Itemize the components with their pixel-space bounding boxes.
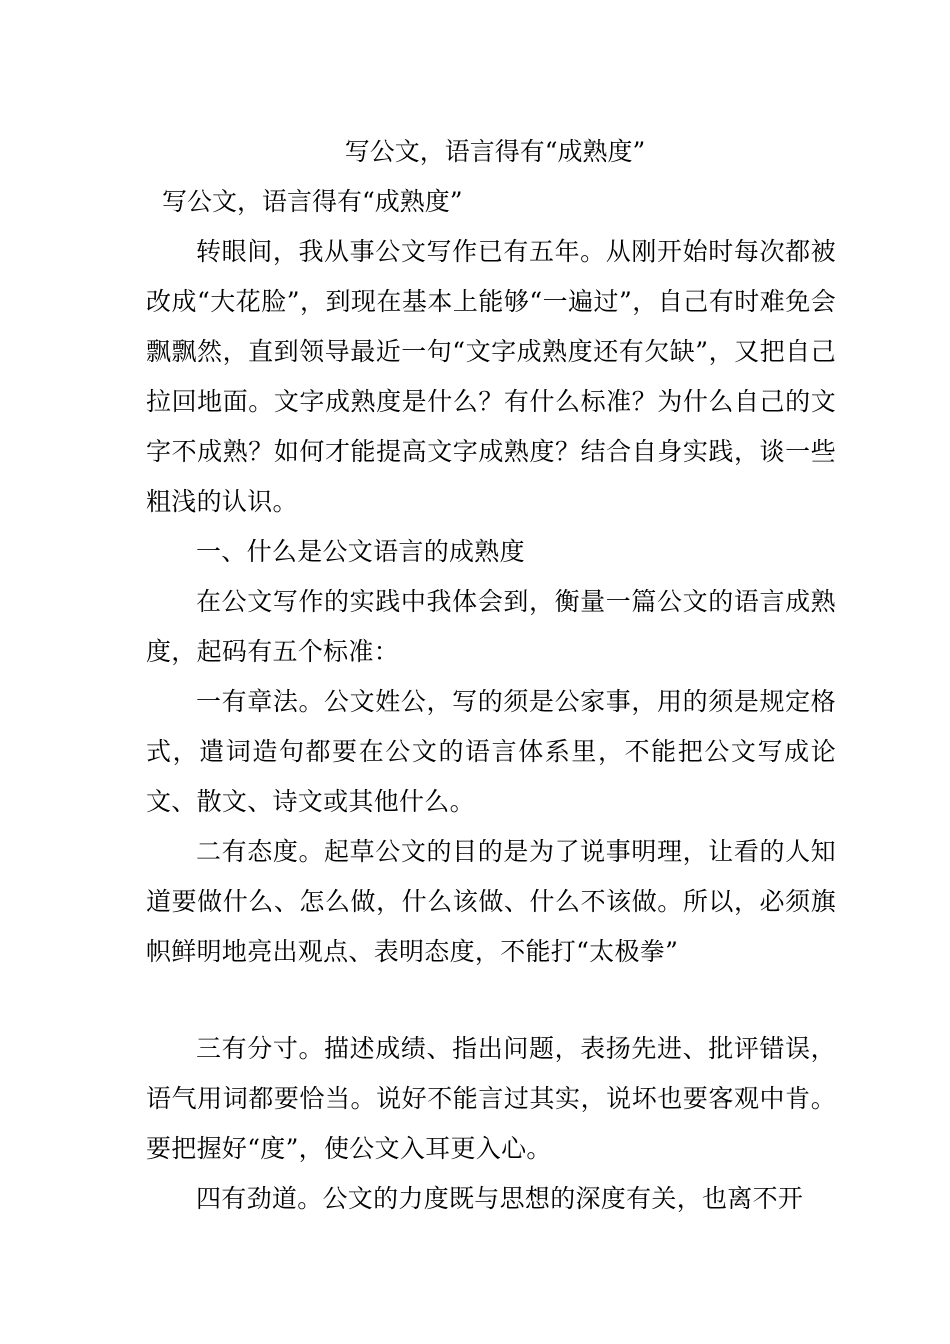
section-heading-1: 一、什么是公文语言的成熟度 xyxy=(196,537,525,566)
paragraph-standards-intro: 在公文写作的实践中我体会到，衡量一篇公文的语言成熟度，起码有五个标准： xyxy=(146,587,836,666)
body-section-2 xyxy=(146,1024,836,1224)
document-title: 写公文，语言得有“成熟度” xyxy=(344,137,646,166)
paragraph-standard-2: 二有态度。起草公文的目的是为了说事明理，让看的人知道要做什么、怎么做，什么该做、什么不该做。所以，必须旗帜鲜明地亮出观点、表明态度，不能打“太极拳” xyxy=(146,837,836,966)
paragraph-standard-1: 一有章法。公文姓公，写的须是公家事，用的须是规定格式，遣词造句都要在公文的语言体系里，不能把公文写成论文、散文、诗文或其他什么。 xyxy=(146,687,836,816)
paragraph-intro: 转眼间，我从事公文写作已有五年。从刚开始时每次都被改成“大花脸”，到现在基本上能够“一遍过”，自己有时难免会飘飘然，直到领导最近一句“文字成熟度还有欠缺”，又把自己拉回地面。文字成熟度是什么？有什么标准？为什么自己的文字不成熟？如何才能提高文字成熟度？结合自身实践，谈一些粗浅的认识。 xyxy=(146,237,836,516)
paragraph-standard-4: 四有劲道。公文的力度既与思想的深度有关，也离不开 xyxy=(196,1184,804,1213)
body-section-1 xyxy=(146,227,836,977)
paragraph-standard-3: 三有分寸。描述成绩、指出问题，表扬先进、批评错误，语气用词都要恰当。说好不能言过其实，说坏也要客观中肯。要把握好“度”，使公文入耳更入心。 xyxy=(146,1034,836,1163)
document-subtitle: 写公文，语言得有“成熟度” xyxy=(162,187,463,216)
